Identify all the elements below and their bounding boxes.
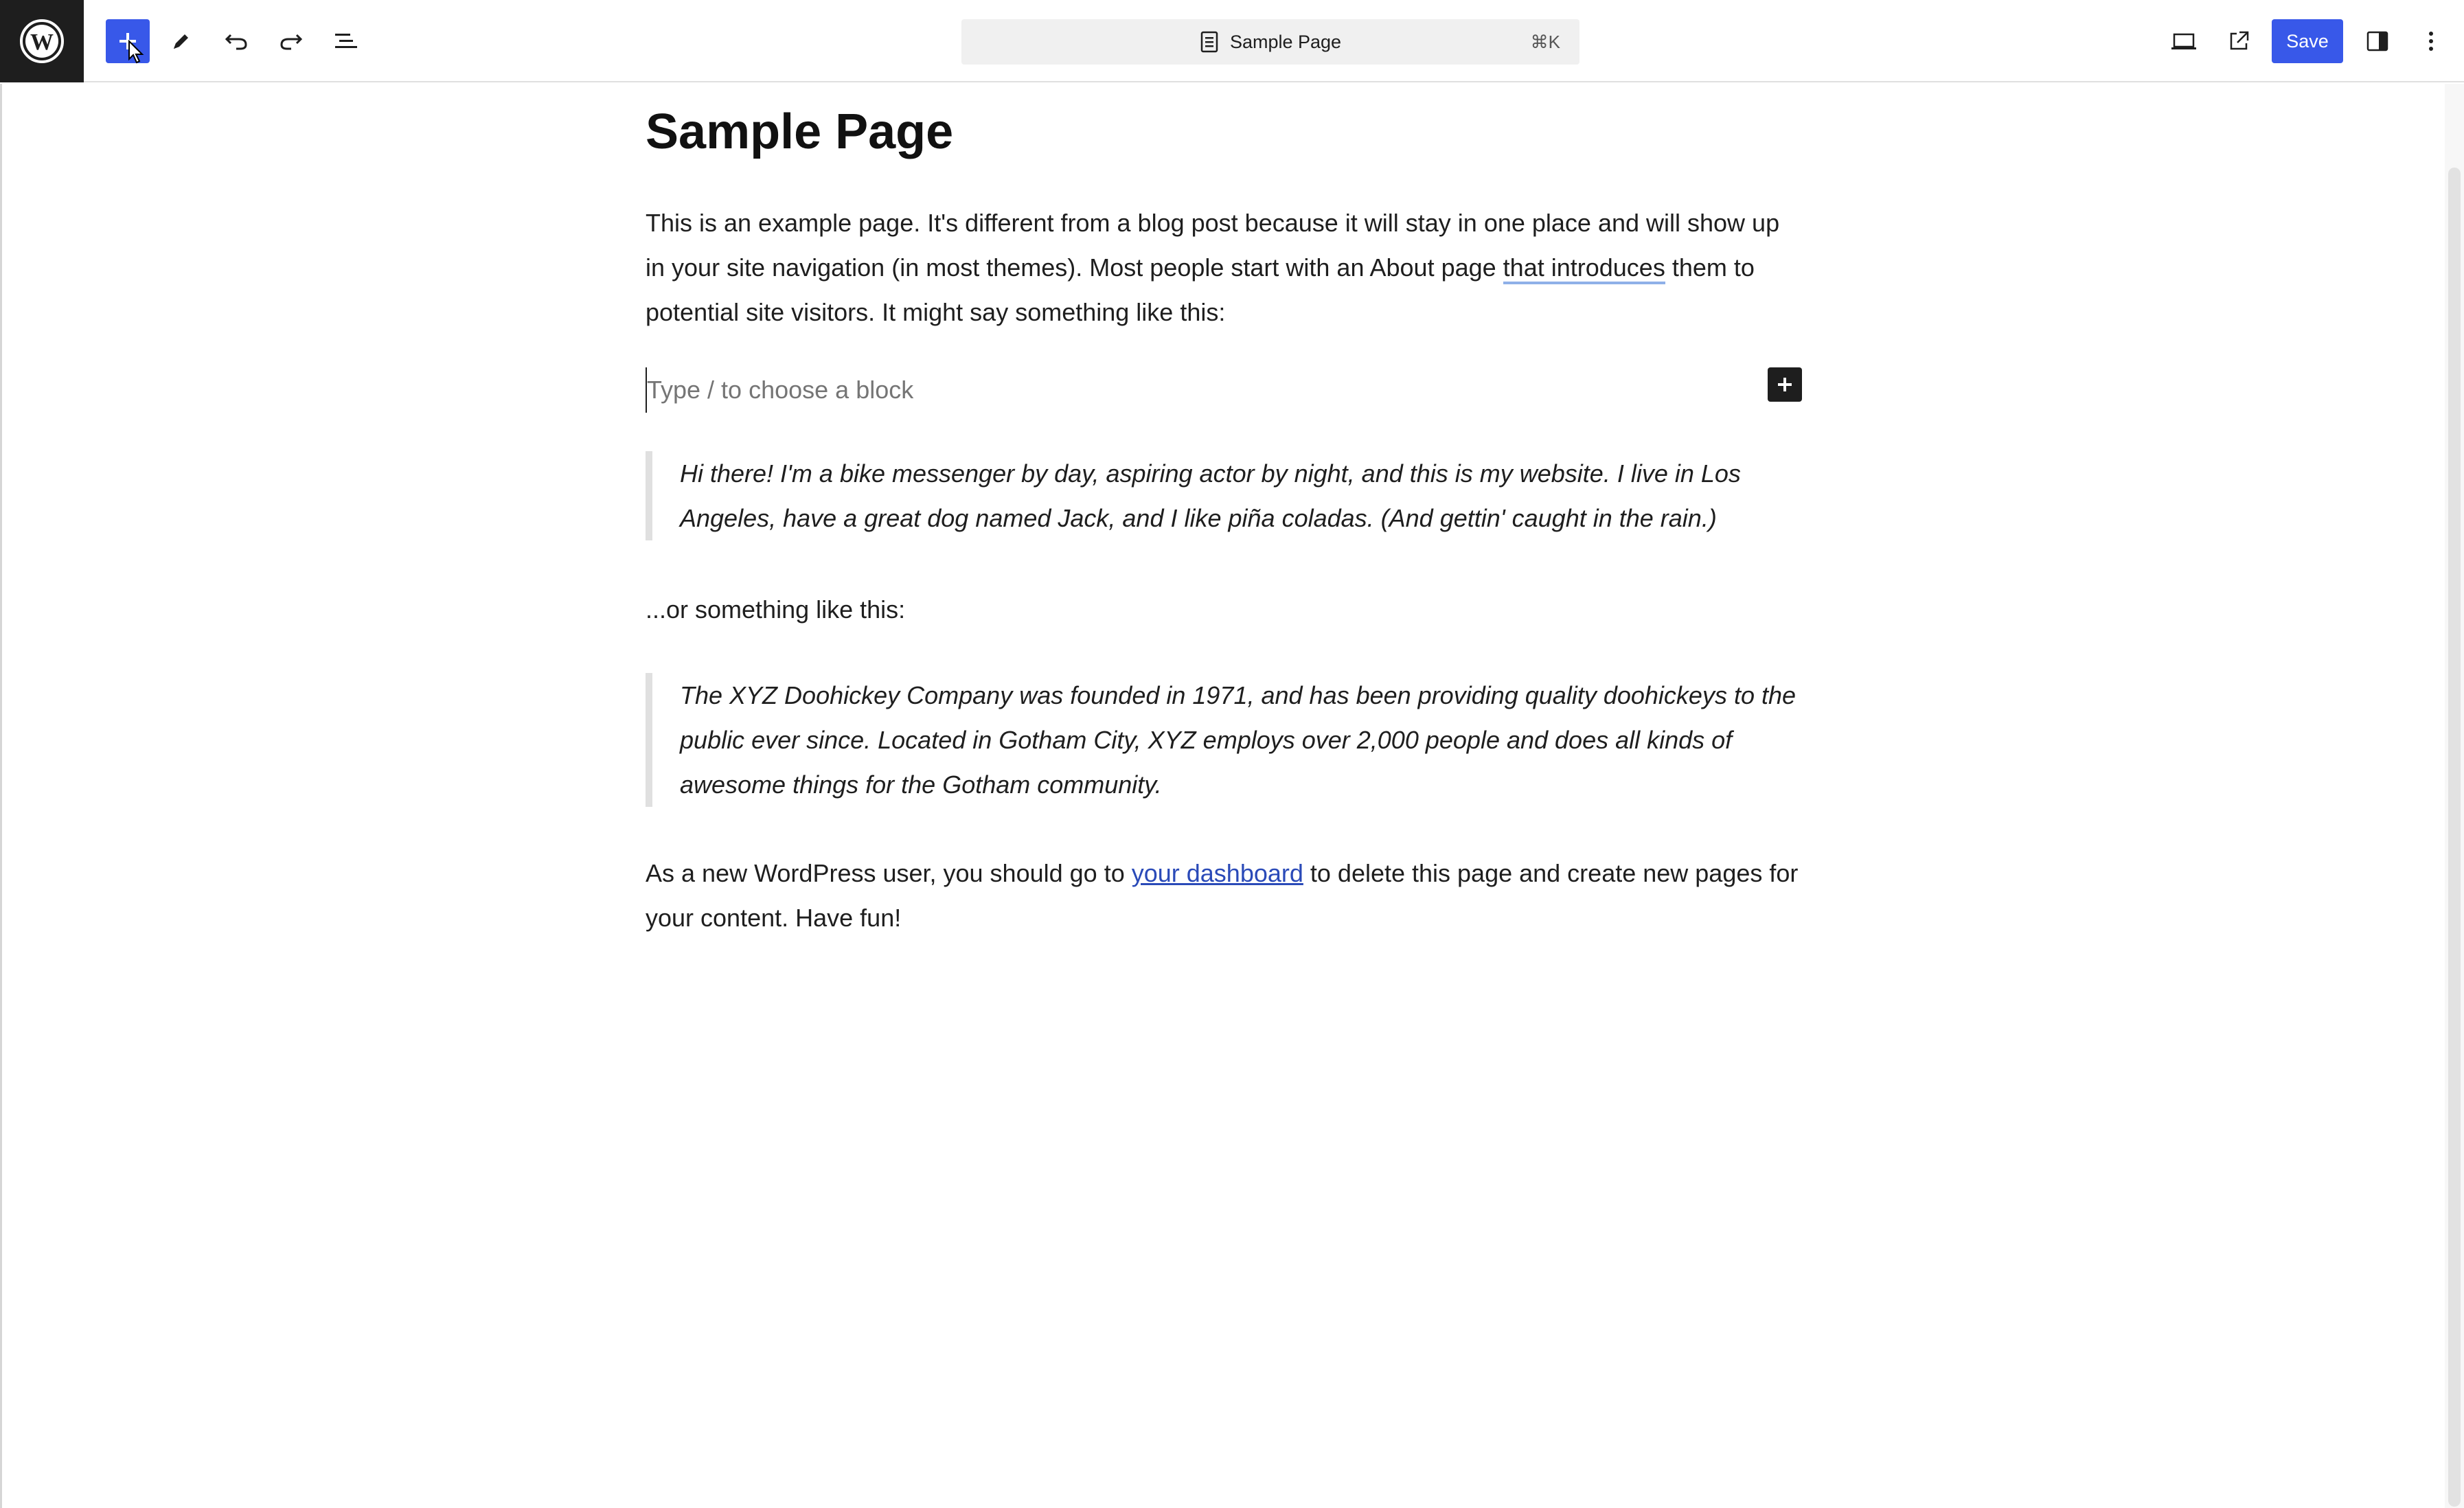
paragraph-block[interactable]: ...or something like this:: [646, 595, 906, 624]
page-title[interactable]: Sample Page: [646, 104, 954, 159]
dashboard-link[interactable]: your dashboard: [1131, 859, 1303, 887]
paragraph-text: them to potential site visitors. It might say something like this:: [646, 253, 1755, 326]
add-block-button[interactable]: [1768, 367, 1802, 402]
undo-icon: [224, 31, 249, 52]
quote-block[interactable]: The XYZ Doohickey Company was founded in 1971, and has been providing quality doohickeys to the public ever since. Located in Gotham City, XYZ employs over 2,000 people and does all kinds of awesome things for the Gotham community.: [646, 673, 1799, 807]
underlined-text: that introduces: [1503, 253, 1665, 284]
redo-button[interactable]: [269, 19, 313, 63]
desktop-view-icon: [2170, 31, 2198, 52]
undo-button[interactable]: [214, 19, 258, 63]
settings-button[interactable]: [2355, 19, 2399, 63]
scrollbar-thumb[interactable]: [2448, 168, 2461, 1507]
pencil-icon: [170, 30, 193, 53]
editor-toolbar: [0, 0, 2464, 82]
editor-content: [646, 96, 1799, 940]
canvas-edge: [0, 84, 2, 1508]
plus-icon: [1776, 376, 1794, 393]
mouse-cursor-icon: [128, 40, 146, 68]
empty-block[interactable]: [646, 367, 1799, 415]
command-palette-bar[interactable]: [961, 19, 1579, 65]
document-icon: [1200, 31, 1219, 53]
list-view-icon: [334, 31, 358, 52]
more-options-icon: [2428, 30, 2434, 53]
document-overview-button[interactable]: [324, 19, 368, 63]
sidebar-toggle-icon: [2366, 30, 2389, 53]
tools-button[interactable]: [159, 19, 203, 63]
paragraph-text: As a new WordPress user, you should go to: [646, 859, 1132, 887]
paragraph-block[interactable]: [646, 201, 1799, 334]
block-placeholder[interactable]: Type / to choose a block: [646, 367, 1799, 413]
redo-icon: [279, 31, 304, 52]
paragraph-text: This is an example page. It's different from a blog post because it will stay in one place and will show up in your site navigation (in most themes). Most people start with an About page: [646, 209, 1780, 282]
view-button[interactable]: [2162, 19, 2206, 63]
options-button[interactable]: [2409, 19, 2453, 63]
svg-text:W: W: [30, 30, 54, 55]
paragraph-text: to delete this page and create new pages for your content. Have fun!: [646, 859, 1799, 932]
paragraph-block[interactable]: [646, 851, 1799, 940]
external-link-icon: [2227, 30, 2250, 53]
quote-block[interactable]: Hi there! I'm a bike messenger by day, aspiring actor by night, and this is my website. I live in Los Angeles, have a great dog named Jack, and I like piña coladas. (And gettin' caught in the rain.): [646, 451, 1799, 540]
view-page-button[interactable]: [2217, 19, 2261, 63]
save-button[interactable]: Save: [2272, 19, 2343, 63]
document-title: Sample Page: [1229, 31, 1342, 52]
keyboard-shortcut: ⌘K: [1530, 31, 1560, 52]
wordpress-logo-icon[interactable]: [0, 0, 84, 82]
